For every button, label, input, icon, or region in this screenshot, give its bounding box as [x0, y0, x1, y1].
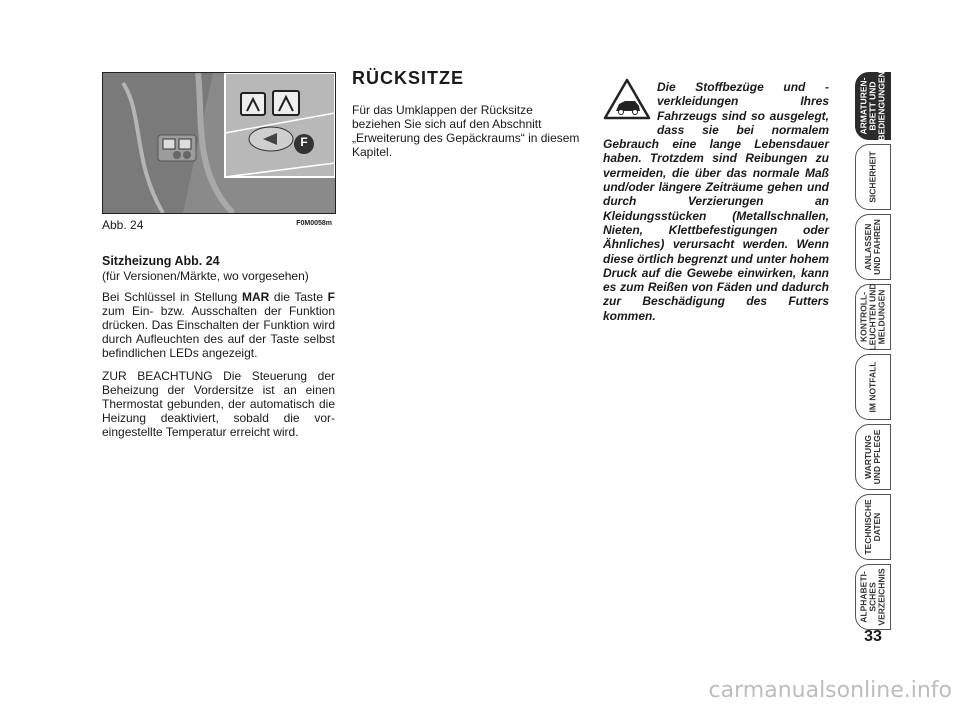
chapter-tab-6[interactable] — [855, 494, 891, 560]
chapter-tab-3[interactable] — [855, 284, 891, 350]
button-letter: F — [327, 290, 336, 304]
rear-seats-heading: RÜCKSITZE — [352, 68, 464, 88]
figure-caption — [102, 218, 334, 234]
text-run: zum Ein- bzw. Ausschalten der Funktion drücken. Das Einschalten der Funktion wird durch Aufleuchten des auf der Taste selbst befindlichen LEDs angezeigt. — [102, 304, 335, 360]
callout-letter-f: F — [300, 135, 308, 149]
chapter-tab-label: TECHNISCHE DATEN — [863, 499, 882, 555]
chapter-tab-label: KONTROLL- LEUCHTEN UND MELDUNGEN — [858, 283, 887, 351]
seat-heating-section — [102, 254, 335, 448]
warning-block — [603, 80, 829, 323]
chapter-tab-label: IM NOTFALL — [867, 361, 878, 413]
section-subheading: (für Versionen/Märkte, wo vorgesehen) — [102, 269, 309, 283]
chapter-tab-label: ARMATUREN- BRETT UND BEDIENGUNGEN — [858, 71, 887, 141]
key-position: MAR — [241, 290, 270, 304]
section-heading: Sitzheizung Abb. 24 — [102, 254, 220, 268]
figure-label: Abb. 24 — [102, 218, 144, 232]
watermark: carmanualsonline.info — [708, 678, 952, 703]
text-run: die Taste — [269, 290, 328, 304]
page-number: 33 — [864, 628, 882, 645]
figure-seat-heating — [102, 72, 336, 214]
text-run: Bei Schlüssel in Stellung — [102, 290, 242, 304]
paragraph-note: ZUR BEACHTUNG Die Steuerung der Beheizung der Vordersitze ist an einen Thermostat gebunden, der automatisch die Heizung deaktiviert, sobald die vor-eingestellte Temperatur erreicht wird. — [102, 369, 335, 439]
chapter-tab-2[interactable] — [855, 214, 891, 280]
chapter-tab-7[interactable] — [855, 564, 891, 630]
figure-code: F0M0058m — [296, 220, 332, 227]
chapter-tab-label: WARTUNG UND PFLEGE — [863, 429, 882, 485]
chapter-tab-1[interactable] — [855, 144, 891, 210]
chapter-tab-5[interactable] — [855, 424, 891, 490]
chapter-tab-label: ALPHABETI- SCHES VERZEICHNIS — [858, 568, 887, 626]
icon-spacer — [603, 80, 657, 136]
chapter-tab-label: SICHERHEIT — [867, 151, 878, 203]
paragraph-operation — [102, 290, 335, 360]
rear-seats-text: Für das Umklappen der Rücksitze beziehen Sie sich auf den Abschnitt „Erweiterung des Gepäckraums“ in diesem Kapitel. — [352, 103, 580, 159]
chapter-tab-4[interactable] — [855, 354, 891, 420]
warning-text: Die Stoffbezüge und -verkleidungen Ihres Fahrzeugs sind so ausgelegt, dass sie bei normalem Gebrauch eine lange Lebensdauer haben. Trotzdem sind Reibungen zu vermeiden, die über das normale Maß und/oder längere Zeiträume gehen und durch Verzierungen an Kleidungsstücken (Metallschnallen, Nieten, Klettbefestigungen oder Ähnliches) verursacht werden. Wenn diese örtlich begrenzt und unter hohem Druck auf die Gewebe einwirken, kann es zum Reißen von Fäden und dadurch zur Beschädigung des Futters kommen. — [603, 80, 829, 323]
chapter-tab-0[interactable] — [855, 72, 891, 140]
chapter-tab-label: ANLASSEN UND FAHREN — [863, 219, 882, 275]
